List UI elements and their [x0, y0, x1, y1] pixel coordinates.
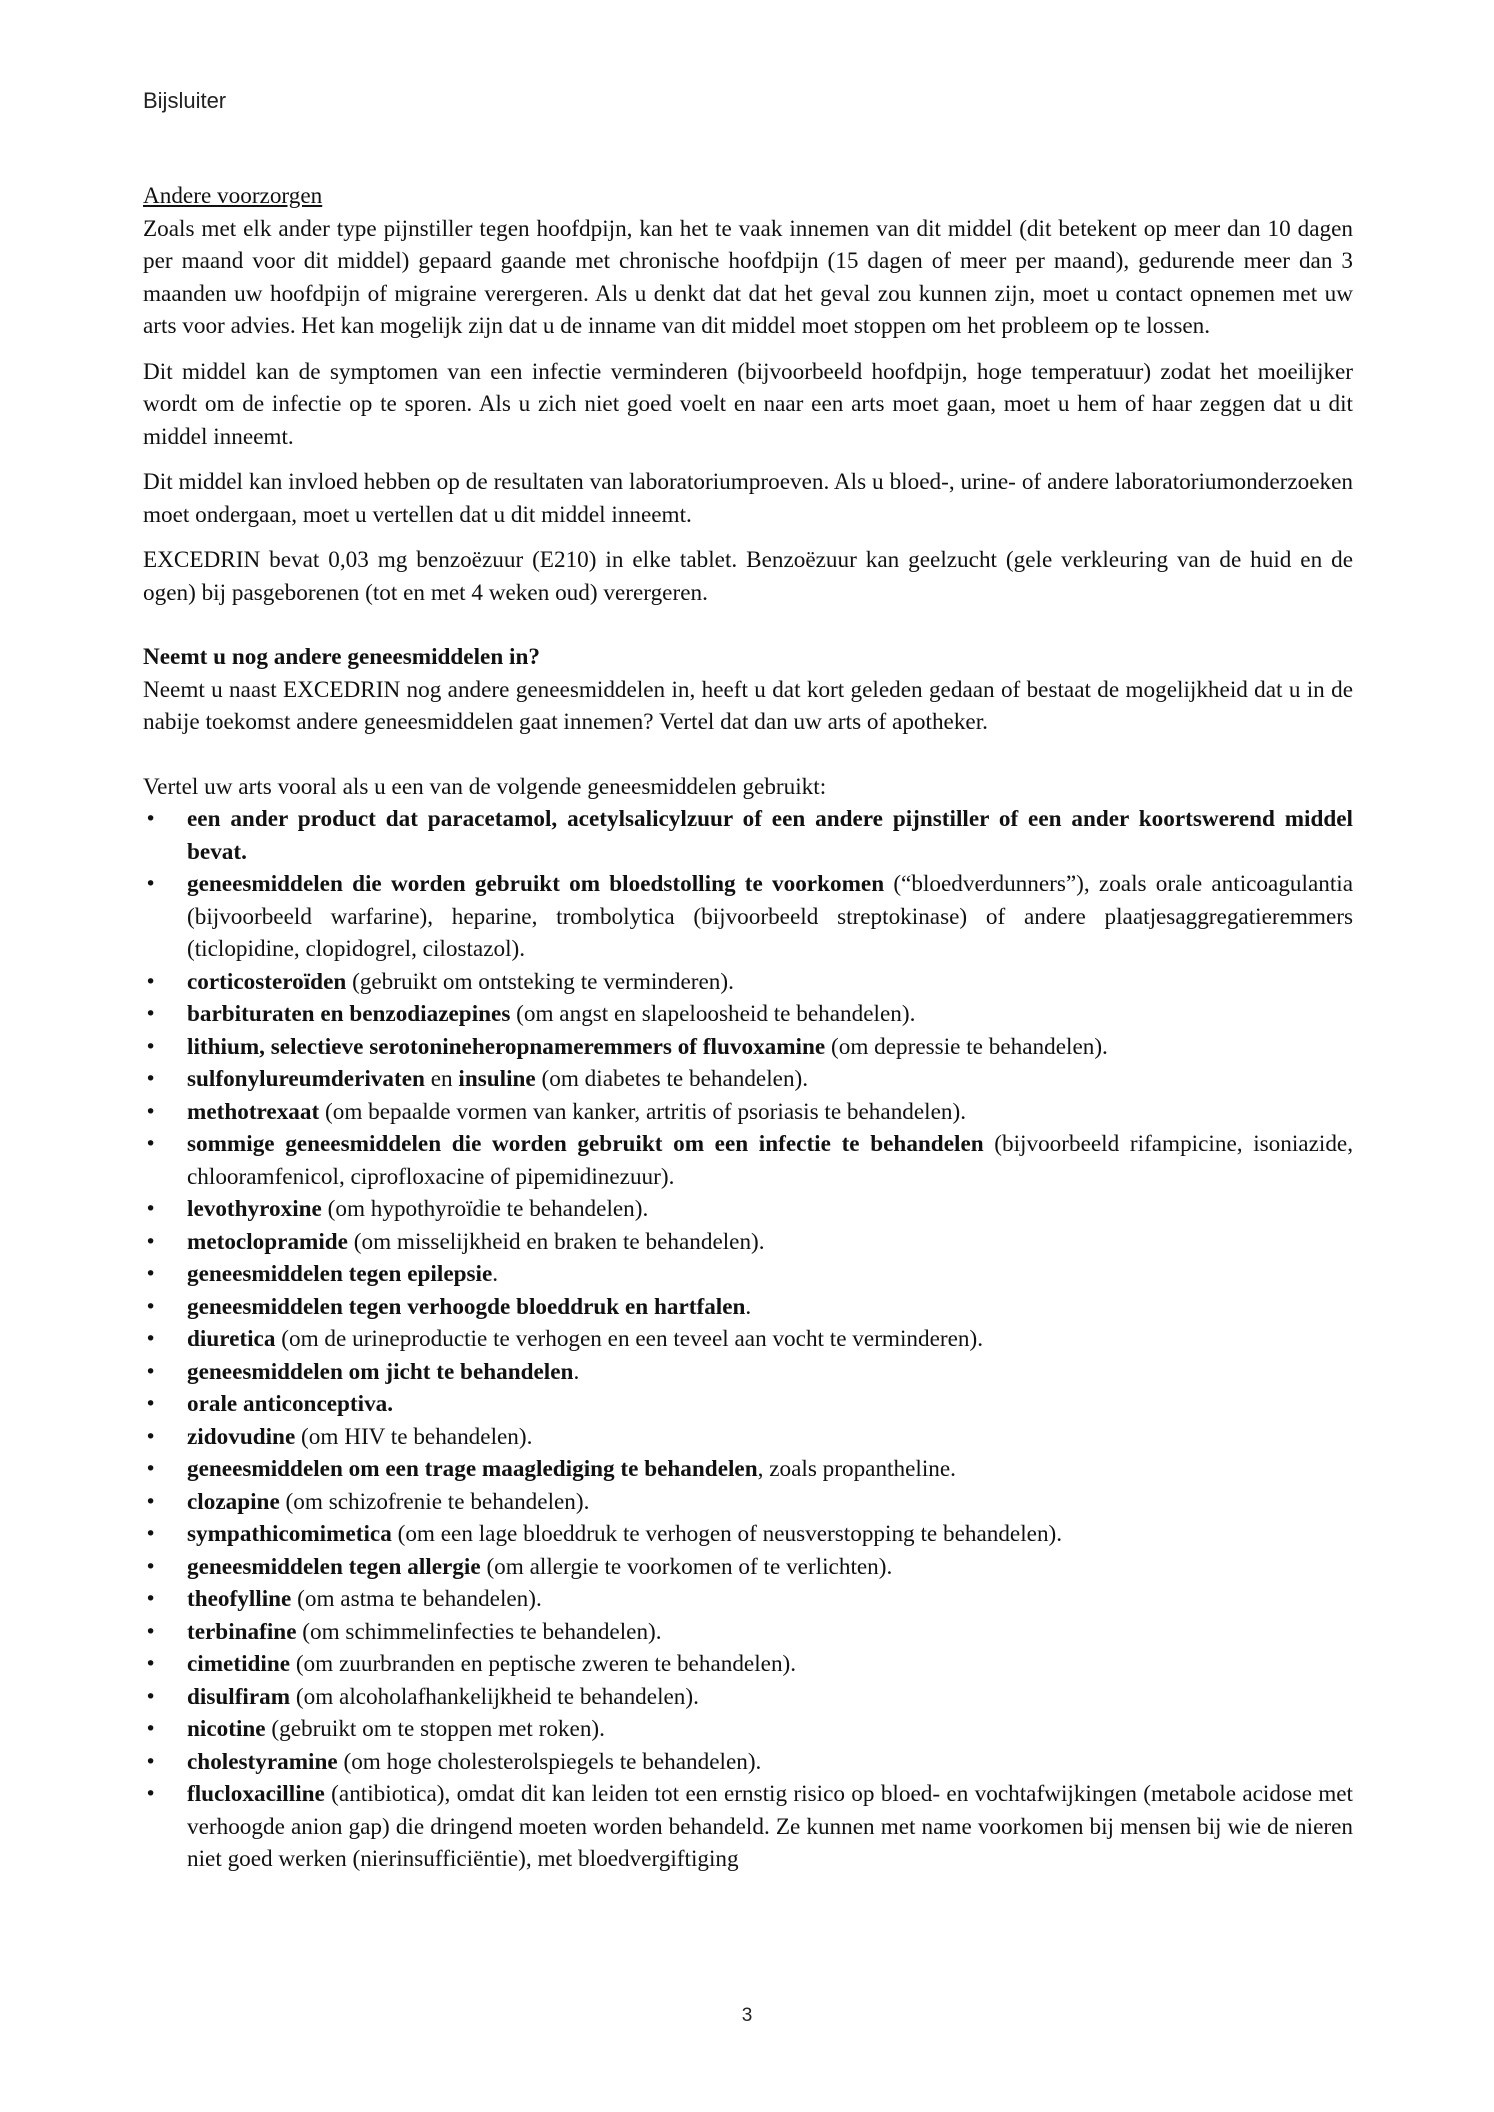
- paragraph: Zoals met elk ander type pijnstiller tegen hoofdpijn, kan het te vaak innemen van dit middel (dit betekent op meer dan 10 dagen per maand voor dit middel) gepaard gaande met chronische hoofdpijn (15 dagen of meer per maand), gedurende meer dan 3 maanden uw hoofdpijn of migraine verergeren. Als u denkt dat dat het geval zou kunnen zijn, moet u contact opnemen met uw arts voor advies. Het kan mogelijk zijn dat u de inname van dit middel moet stoppen om het probleem op te lossen.: [143, 215, 1353, 339]
- list-item-text: (om diabetes te behandelen).: [535, 1066, 809, 1092]
- bullet-icon: •: [145, 1230, 157, 1253]
- list-item-bold: flucloxacilline: [187, 1781, 325, 1807]
- bullet-icon: •: [145, 1555, 157, 1578]
- bullet-icon: •: [145, 1653, 157, 1675]
- list-item: [143, 868, 1353, 966]
- list-item-bold: theofylline: [187, 1586, 292, 1612]
- bullet-icon: •: [145, 970, 157, 993]
- list-item-bold: metoclopramide: [187, 1228, 348, 1255]
- page-header-title: Bijsluiter: [143, 88, 227, 113]
- list-item-bold: orale anticonceptiva.: [187, 1391, 394, 1417]
- list-item-text: (om schimmelinfecties te behandelen).: [296, 1618, 662, 1645]
- list-item-text: (antibiotica), omdat dit kan leiden tot een ernstig risico op bloed- en vochtafwijkingen (metabole acidose met verhoogde anion gap) die dringend moeten worden behandeld. Ze kunnen met name voorkomen bij mensen bij wie de nieren niet goed werken (nierinsufficiëntie), met bloedvergiftiging: [187, 1781, 1353, 1872]
- list-item: [143, 1291, 1353, 1324]
- list-item-bold: insuline: [458, 1066, 536, 1092]
- list-item-bold: barbituraten en benzodiazepines: [187, 1001, 511, 1027]
- list-item: [143, 1323, 1353, 1356]
- bullet-icon: •: [145, 1620, 157, 1643]
- list-item-bold: geneesmiddelen die worden gebruikt om bloedstolling te voorkomen: [187, 871, 885, 897]
- list-item-text: .: [492, 1261, 499, 1287]
- list-item-text: (om depressie te behandelen).: [825, 1033, 1108, 1060]
- list-item: [143, 1746, 1353, 1779]
- list-item: [143, 803, 1353, 868]
- list-item-bold: geneesmiddelen om jicht te behandelen: [187, 1358, 574, 1385]
- list-item-bold: cimetidine: [187, 1651, 291, 1677]
- bullet-icon: •: [145, 808, 157, 830]
- list-item-text: , zoals propantheline.: [757, 1456, 956, 1482]
- section-heading-andere-geneesmiddelen: Neemt u nog andere geneesmiddelen in?: [143, 644, 540, 670]
- list-item-bold: geneesmiddelen om een trage maaglediging te behandelen: [187, 1456, 758, 1482]
- paragraph: Dit middel kan de symptomen van een infectie verminderen (bijvoorbeeld hoofdpijn, hoge temperatuur) zodat het moeilijker wordt om de infectie op te sporen. Als u zich niet goed voelt en naar een arts moet gaan, moet u hem of haar zeggen dat u dit middel inneemt.: [143, 358, 1353, 450]
- list-item-text: (om de urineproductie te verhogen en een teveel aan vocht te verminderen).: [275, 1326, 984, 1352]
- list-item-bold: nicotine: [187, 1716, 266, 1742]
- bullet-icon: •: [145, 1133, 157, 1155]
- list-item: [143, 1616, 1353, 1649]
- list-item-bold: sulfonylureumderivaten: [187, 1066, 425, 1092]
- list-item-text: en: [424, 1066, 459, 1092]
- list-item-text: .: [745, 1293, 752, 1320]
- list-item-bold: disulfiram: [187, 1683, 291, 1710]
- bullet-icon: •: [145, 1425, 157, 1448]
- list-item-bold: corticosteroïden: [187, 968, 347, 995]
- list-item: [143, 1583, 1353, 1616]
- list-item-text: (gebruikt om te stoppen met roken).: [265, 1716, 605, 1742]
- list-item-text: .: [573, 1358, 580, 1385]
- bullet-icon: •: [145, 1458, 157, 1480]
- list-item-bold: sommige geneesmiddelen die worden gebruikt om een infectie te behandelen: [187, 1131, 984, 1157]
- list-item: [143, 1063, 1353, 1096]
- bullet-icon: •: [145, 1685, 157, 1708]
- bullet-icon: •: [145, 1750, 157, 1773]
- list-item: [143, 1193, 1353, 1226]
- list-item-text: (bijvoorbeeld rifampicine, isoniazide, chlooramfenicol, ciprofloxacine of pipemidinezuur).: [187, 1131, 1354, 1190]
- list-item-bold: geneesmiddelen tegen verhoogde bloeddruk en hartfalen: [187, 1293, 746, 1320]
- page-number: 3: [741, 2005, 753, 2026]
- paragraph: Dit middel kan invloed hebben op de resultaten van laboratoriumproeven. Als u bloed-, urine- of andere laboratoriumonderzoeken moet ondergaan, moet u vertellen dat u dit middel inneemt.: [143, 469, 1353, 528]
- bullet-icon: •: [145, 1588, 157, 1610]
- bullet-icon: •: [145, 1523, 157, 1545]
- list-item: [143, 1258, 1353, 1291]
- list-item: [143, 966, 1353, 999]
- bullet-icon: •: [145, 1393, 157, 1415]
- list-item-text: (om een lage bloeddruk te verhogen of neusverstopping te behandelen).: [391, 1521, 1063, 1547]
- list-item-text: (“bloedverdunners”), zoals orale anticoagulantia (bijvoorbeeld warfarine), heparine, trombolytica (bijvoorbeeld streptokinase) of andere plaatjesaggregatieremmers (ticlopidine, clopidogrel, cilostazol).: [187, 871, 1354, 962]
- paragraph: Neemt u naast EXCEDRIN nog andere geneesmiddelen in, heeft u dat kort geleden gedaan of bestaat de mogelijkheid dat u in de nabije toekomst andere geneesmiddelen gaat innemen? Vertel dat dan uw arts of apotheker.: [143, 676, 1353, 735]
- list-item-bold: een ander product dat paracetamol, acetylsalicylzuur of een andere pijnstiller of een ander koortswerend middel bevat.: [187, 806, 1353, 865]
- list-item-bold: zidovudine: [187, 1423, 296, 1450]
- bullet-icon: •: [145, 1100, 157, 1123]
- list-item-bold: cholestyramine: [187, 1748, 338, 1775]
- list-item-bold: geneesmiddelen tegen epilepsie: [187, 1261, 493, 1287]
- list-item-bold: methotrexaat: [187, 1098, 320, 1125]
- list-item-bold: geneesmiddelen tegen allergie: [187, 1553, 481, 1580]
- list-item-text: (om hoge cholesterolspiegels te behandelen).: [337, 1748, 762, 1775]
- list-item-text: (om angst en slapeloosheid te behandelen).: [510, 1001, 916, 1027]
- list-item-bold: diuretica: [187, 1326, 276, 1352]
- list-item-text: (om bepaalde vormen van kanker, artritis of psoriasis te behandelen).: [319, 1098, 967, 1125]
- list-item: [143, 1031, 1353, 1064]
- list-item-bold: lithium, selectieve serotonineheropnameremmers of fluvoxamine: [187, 1033, 826, 1060]
- list-item: [143, 1681, 1353, 1714]
- bullet-icon: •: [145, 1295, 157, 1318]
- bullet-icon: •: [145, 1490, 157, 1513]
- list-item: [143, 1453, 1353, 1486]
- list-item: [143, 1128, 1353, 1193]
- list-item: [143, 1226, 1353, 1259]
- list-item-text: (om schizofrenie te behandelen).: [279, 1488, 590, 1515]
- paragraph: EXCEDRIN bevat 0,03 mg benzoëzuur (E210) in elke tablet. Benzoëzuur kan geelzucht (gele verkleuring van de huid en de ogen) bij pasgeborenen (tot en met 4 weken oud) verergeren.: [143, 547, 1353, 606]
- list-item: [143, 1518, 1353, 1551]
- medication-list: [143, 803, 1353, 1876]
- document-body: [143, 180, 1353, 1876]
- list-item: [143, 1486, 1353, 1519]
- list-item: [143, 1388, 1353, 1421]
- section-heading-andere-voorzorgen: Andere voorzorgen: [143, 183, 323, 209]
- list-item: [143, 1551, 1353, 1584]
- list-item-bold: levothyroxine: [187, 1196, 322, 1222]
- bullet-icon: •: [145, 1328, 157, 1350]
- list-item-bold: terbinafine: [187, 1618, 297, 1645]
- list-item: [143, 1648, 1353, 1681]
- list-item: [143, 1356, 1353, 1389]
- bullet-icon: •: [145, 873, 157, 895]
- bullet-icon: •: [145, 1198, 157, 1220]
- list-item: [143, 1778, 1353, 1876]
- list-item-text: (om misselijkheid en braken te behandelen).: [347, 1228, 765, 1255]
- list-item-bold: sympathicomimetica: [187, 1521, 392, 1547]
- bullet-icon: •: [145, 1035, 157, 1058]
- list-item: [143, 1421, 1353, 1454]
- list-item-text: (om astma te behandelen).: [291, 1586, 542, 1612]
- list-item-text: (gebruikt om ontsteking te verminderen).: [346, 968, 734, 995]
- list-intro: Vertel uw arts vooral als u een van de volgende geneesmiddelen gebruikt:: [143, 773, 827, 800]
- bullet-icon: •: [145, 1783, 157, 1805]
- list-item: [143, 998, 1353, 1031]
- list-item-text: (om alcoholafhankelijkheid te behandelen).: [290, 1683, 699, 1710]
- bullet-icon: •: [145, 1003, 157, 1025]
- list-item-bold: clozapine: [187, 1488, 280, 1515]
- list-item: [143, 1713, 1353, 1746]
- bullet-icon: •: [145, 1263, 157, 1285]
- bullet-icon: •: [145, 1718, 157, 1740]
- bullet-icon: •: [145, 1068, 157, 1090]
- list-item-text: (om allergie te voorkomen of te verlichten).: [480, 1553, 893, 1580]
- bullet-icon: •: [145, 1360, 157, 1383]
- list-item: [143, 1096, 1353, 1129]
- list-item-text: (om zuurbranden en peptische zweren te behandelen).: [290, 1651, 797, 1677]
- list-item-text: (om HIV te behandelen).: [295, 1423, 533, 1450]
- list-item-text: (om hypothyroïdie te behandelen).: [321, 1196, 649, 1222]
